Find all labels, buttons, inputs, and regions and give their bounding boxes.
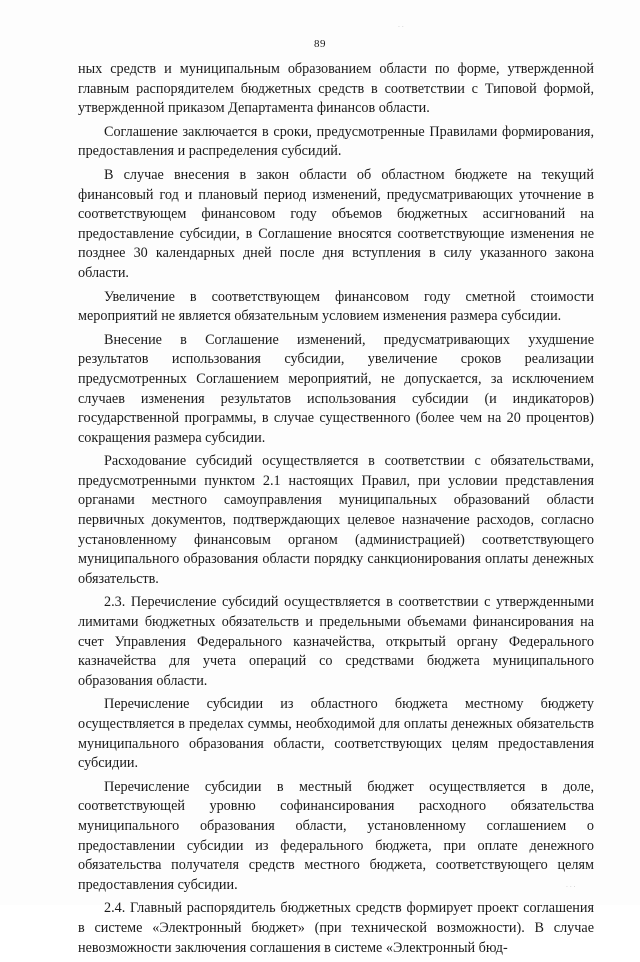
paragraph-transfer-share: Перечисление субсидии в местный бюджет осуществляется в доле, соответствующей уровню софинансирования расходного обязательства муниципального образования области, установленному соглашением о предоставлении субсидии из федерального бюджета, при оплате денежного обязательства получателя средств местного бюджета, соответствующего целям предоставления субсидии. [78, 778, 594, 893]
paragraph-section-2-4: 2.4. Главный распорядитель бюджетных средств формирует проект соглашения в системе «Электронный бюджет» (при технической возможности). В случае невозможности заключения соглашения в системе «Электронный бюд- [78, 900, 594, 956]
paragraph-continuation: ных средств и муниципальным образованием области по форме, утвержденной главным распорядителем бюджетных средств в соответствии с Типовой формой, утвержденной приказом Департамента финансов области. [78, 61, 594, 117]
scan-artifact: · · · [566, 884, 576, 891]
scan-artifact: · · [398, 24, 404, 31]
page-number: 89 [314, 38, 326, 50]
paragraph-spending: Расходование субсидий осуществляется в соответствии с обязательствами, предусмотренными пунктом 2.1 настоящих Правил, при условии представления органами местного самоуправления муниципальных образований области первичных документов, подтверждающих целевое назначение расходов, согласно установленному финансовым органом (администрацией) соответствующего муниципального образования области порядку санкционирования оплаты денежных обязательств. [78, 453, 594, 587]
paragraph-section-2-3: 2.3. Перечисление субсидий осуществляется в соответствии с утвержденными лимитами бюджетных обязательств и предельными объемами финансирования на счет Управления Федерального казначейства, открытый органу Федерального казначейства для учета операций со средствами бюджета муниципального образования области. [78, 594, 594, 689]
paragraph-transfer-limits: Перечисление субсидии из областного бюджета местному бюджету осуществляется в пределах суммы, необходимой для оплаты денежных обязательств муниципального образования области, соответствующих целям предоставления субсидии. [78, 696, 594, 772]
document-body [78, 60, 594, 962]
paragraph-budget-changes: В случае внесения в закон области об областном бюджете на текущий финансовый год и плановый период изменений, предусматривающих уточнение в соответствующем финансовом году объемов бюджетных ассигнований на предоставление субсидии, в Соглашение вносятся соответствующие изменения не позднее 30 календарных дней после дня вступления в силу указанного закона области. [78, 166, 594, 281]
paragraph-agreement-deadline: Соглашение заключается в сроки, предусмотренные Правилами формирования, предоставления и распределения субсидий. [78, 123, 594, 160]
paragraph-amendments: Внесение в Соглашение изменений, предусматривающих ухудшение результатов использования субсидии, увеличение сроков реализации предусмотренных Соглашением мероприятий, не допускается, за исключением случаев изменения результатов использования субсидии (и индикаторов) государственной программы, в случае существенного (более чем на 20 процентов) сокращения размера субсидии. [78, 331, 594, 446]
paragraph-cost-increase: Увеличение в соответствующем финансовом году сметной стоимости мероприятий не является обязательным условием изменения размера субсидии. [78, 288, 594, 325]
